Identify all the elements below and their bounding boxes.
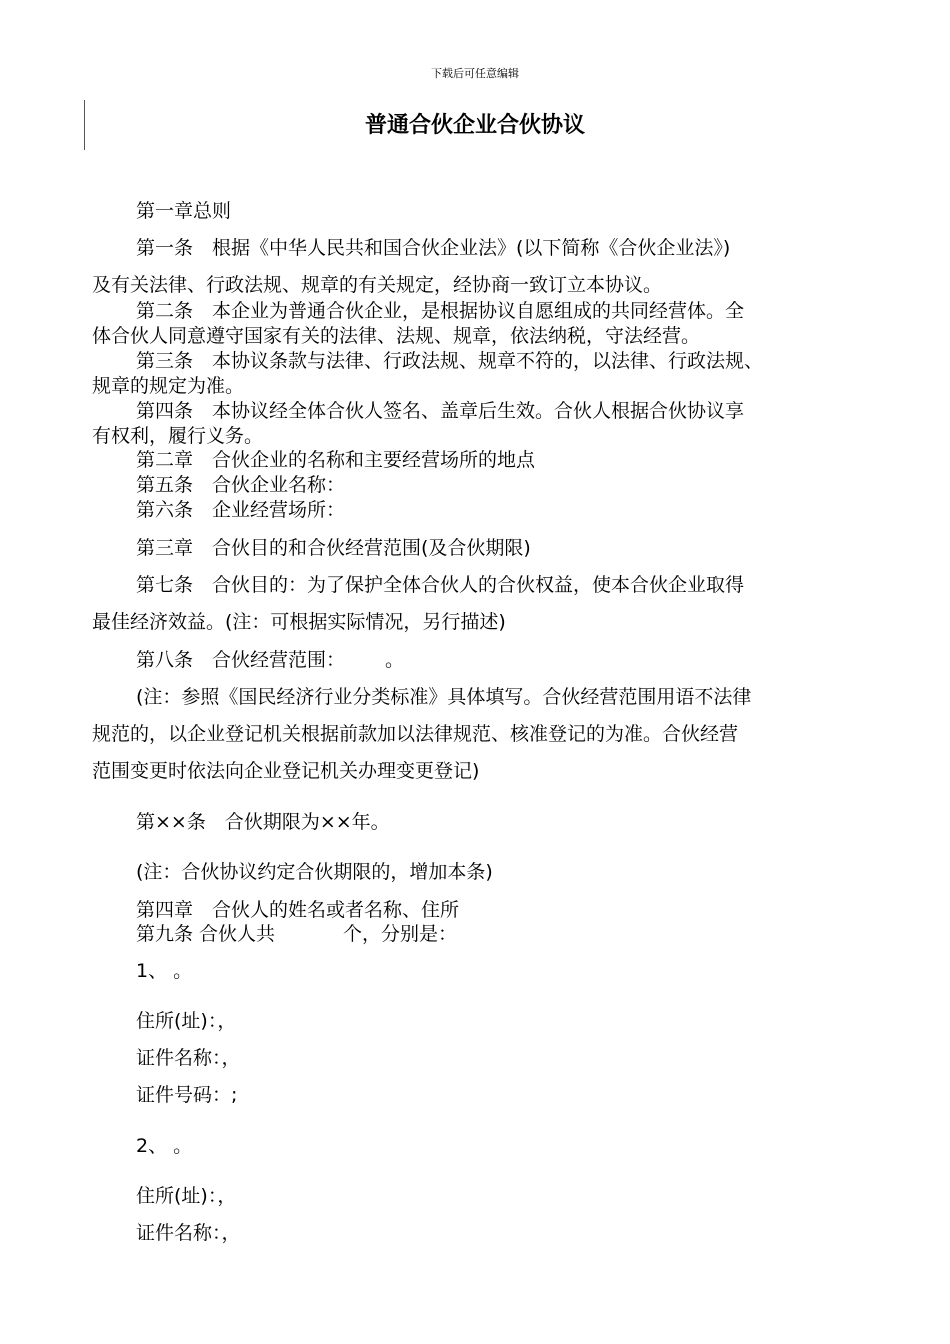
page-header: 下载后可任意编辑 — [431, 67, 519, 80]
note-8-line-2: 规范的，以企业登记机关根据前款加以法律规范、核准登记的为准。合伙经营 — [92, 723, 739, 745]
article-9-part-1: 第九条 合伙人共 — [136, 923, 276, 945]
article-6: 第六条 企业经营场所： — [136, 499, 346, 521]
article-2-line-1: 第二条 本企业为普通合伙企业，是根据协议自愿组成的共同经营体。全 — [136, 300, 745, 322]
partner-2-address: 住所(址)：， — [136, 1185, 237, 1207]
article-5: 第五条 合伙企业名称： — [136, 474, 346, 496]
article-7-line-2: 最佳经济效益。(注：可根据实际情况，另行描述) — [92, 611, 506, 633]
partner-1-index: 1、 。 — [136, 960, 193, 982]
article-4-line-2: 有权利，履行义务。 — [92, 425, 264, 447]
article-3-line-1: 第三条 本协议条款与法律、行政法规、规章不符的，以法律、行政法规、 — [136, 350, 764, 372]
partner-1-cert-name: 证件名称：， — [136, 1047, 241, 1069]
article-1-line-1: 第一条 根据《中华人民共和国合伙企业法》(以下简称《合伙企业法》) — [136, 237, 731, 259]
article-9-part-2: 个，分别是： — [343, 923, 458, 945]
document-title: 普通合伙企业合伙协议 — [364, 113, 585, 138]
article-xx: 第××条 合伙期限为××年。 — [136, 811, 390, 833]
article-7-line-1: 第七条 合伙目的：为了保护全体合伙人的合伙权益，使本合伙企业取得 — [136, 574, 745, 596]
chapter-2-title: 第二章 合伙企业的名称和主要经营场所的地点 — [136, 449, 536, 471]
chapter-3-title: 第三章 合伙目的和合伙经营范围(及合伙期限) — [136, 537, 531, 559]
partner-2-index: 2、 。 — [136, 1135, 193, 1157]
partner-2-cert-name: 证件名称：， — [136, 1222, 241, 1244]
partner-1-address: 住所(址)：， — [136, 1010, 237, 1032]
partner-1-cert-no: 证件号码：; — [136, 1084, 238, 1106]
article-8 — [136, 642, 872, 679]
article-8-label: 第八条 合伙经营范围： — [136, 649, 346, 671]
note-xx: (注：合伙协议约定合伙期限的，增加本条) — [136, 861, 493, 883]
chapter-4-title: 第四章 合伙人的姓名或者名称、住所 — [136, 899, 460, 921]
article-2-line-2: 体合伙人同意遵守国家有关的法律、法规、规章，依法纳税，守法经营。 — [92, 325, 701, 347]
article-3-line-2: 规章的规定为准。 — [92, 375, 245, 397]
article-8-end: 。 — [385, 649, 405, 671]
chapter-1-title: 第一章总则 — [136, 200, 232, 222]
article-4-line-1: 第四条 本协议经全体合伙人签名、盖章后生效。合伙人根据合伙协议享 — [136, 400, 745, 422]
article-9 — [136, 922, 872, 947]
article-1-line-2: 及有关法律、行政法规、规章的有关规定，经协商一致订立本协议。 — [92, 274, 663, 296]
note-8-line-3: 范围变更时依法向企业登记机关办理变更登记) — [92, 760, 480, 782]
note-8-line-1: (注：参照《国民经济行业分类标准》具体填写。合伙经营范围用语不法律 — [136, 686, 752, 708]
